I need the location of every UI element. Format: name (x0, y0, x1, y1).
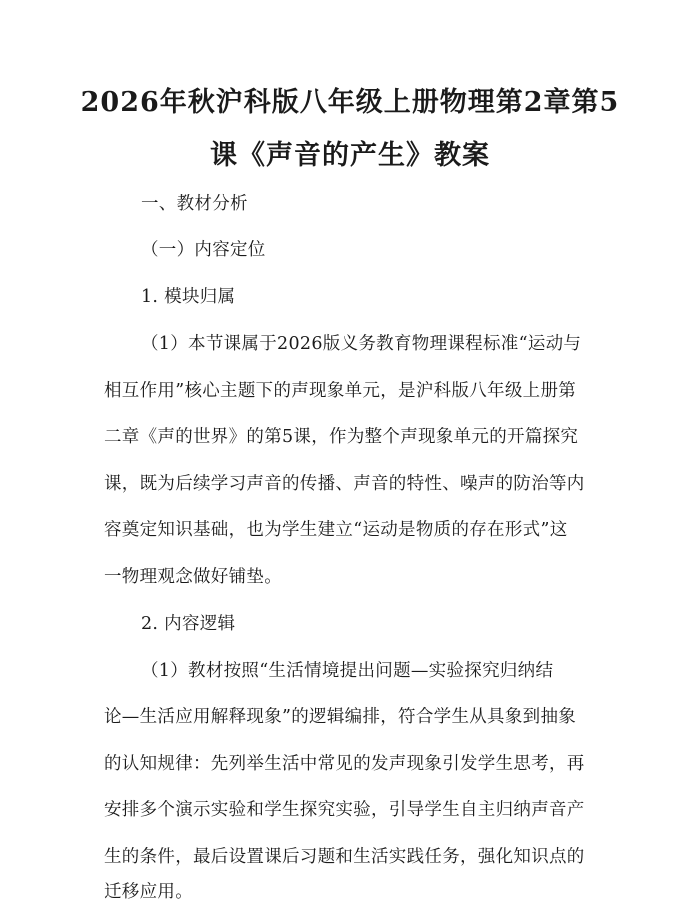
paragraph-1-line-5: 容奠定知识基础，也为学生建立“运动是物质的存在形式”这 (104, 520, 568, 540)
paragraph-1-line-2: 相互作用”核心主题下的声现象单元，是沪科版八年级上册第 (104, 381, 577, 401)
section-heading: 一、教材分析 (141, 194, 248, 214)
paragraph-2-line-6: 迁移应用。 (104, 882, 193, 902)
document-title-line-1: 2026年秋沪科版八年级上册物理第2章第5 (80, 87, 620, 118)
paragraph-1-line-3: 二章《声的世界》的第5课，作为整个声现象单元的开篇探究 (104, 427, 579, 447)
paragraph-2-line-1: （1）教材按照“生活情境提出问题—实验探究归纳结 (141, 661, 554, 681)
paragraph-1-line-1: （1）本节课属于2026版义务教育物理课程标准“运动与 (141, 334, 582, 354)
paragraph-1-line-6: 一物理观念做好铺垫。 (104, 567, 282, 587)
paragraph-2-line-2: 论—生活应用解释现象”的逻辑编排，符合学生从具象到抽象 (104, 707, 577, 727)
document-title-line-2: 课《声音的产生》教案 (210, 140, 490, 171)
paragraph-2-line-3: 的认知规律：先列举生活中常见的发声现象引发学生思考，再 (104, 754, 585, 774)
item-heading-module: 1. 模块归属 (141, 287, 236, 307)
item-heading-logic: 2. 内容逻辑 (141, 614, 236, 634)
paragraph-1-line-4: 课，既为后续学习声音的传播、声音的特性、噪声的防治等内 (104, 474, 585, 494)
paragraph-2-line-5: 生的条件，最后设置课后习题和生活实践任务，强化知识点的 (104, 847, 585, 867)
paragraph-2-line-4: 安排多个演示实验和学生探究实验，引导学生自主归纳声音产 (104, 800, 585, 820)
subsection-heading: （一）内容定位 (141, 240, 266, 260)
